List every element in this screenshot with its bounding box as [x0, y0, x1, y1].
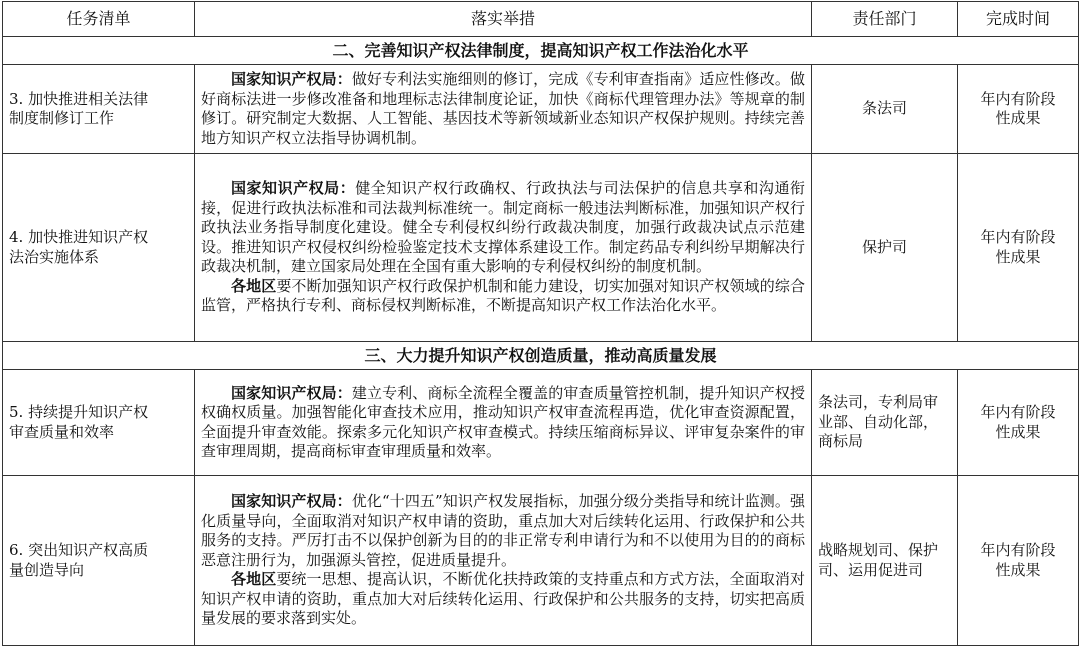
- measure-text: 要统一思想、提高认识，不断优化扶持政策的支持重点和方式方法，全面取消对知识产权申请的资助，重点加大对后续转化运用、行政保护和公共服务的支持，切实把高质量发展的要求落到实处。: [201, 570, 805, 628]
- responsible-lead: 各地区: [231, 276, 277, 295]
- header-row: [3, 2, 1079, 37]
- measure-paragraph: [201, 70, 805, 148]
- task-cell: 6. 突出知识产权高质 量创造导向: [3, 476, 195, 646]
- header-measures: 落实举措: [195, 2, 812, 37]
- task-cell: 4. 加快推进知识产权 法治实施体系: [3, 154, 195, 342]
- measure-text: 建立专利、商标全流程全覆盖的审查质量管控机制，提升知识产权授权确权质量。加强智能化审查技术应用，推动知识产权审查流程再造，优化审查资源配置，全面提升审查效能。探索多元化知识产权审查模式。持续压缩商标异议、评审复杂案件的审查审理周期，提高商标审查审理质量和效率。: [201, 383, 805, 460]
- measure-text: 做好专利法实施细则的修订，完成《专利审查指南》适应性修改。做好商标法进一步修改准备和地理标志法律制度论证，加快《商标代理管理办法》等规章的制修订。研究制定大数据、人工智能、基因技术等新领域新业态知识产权保护规则。持续完善地方知识产权立法指导协调机制。: [201, 70, 805, 147]
- dept-cell: 保护司: [812, 154, 958, 342]
- table-row: [3, 154, 1079, 342]
- measure-paragraph: [201, 570, 805, 629]
- measure-text: 优化“十四五”知识产权发展指标，加强分级分类指导和统计监测。强化质量导向，全面取消对知识产权申请的资助，重点加大对后续转化运用、行政保护和公共服务的支持。严厉打击不以保护创新为目的的非正常专利申请行为和不以使用为目的的商标恶意注册行为，加强源头管控，促进质量提升。: [201, 492, 805, 569]
- table-row: [3, 476, 1079, 646]
- measures-cell: [195, 370, 812, 476]
- responsible-lead: 国家知识产权局：: [231, 492, 352, 511]
- responsible-lead: 国家知识产权局：: [231, 383, 352, 402]
- measures-cell: [195, 476, 812, 646]
- header-task: 任务清单: [3, 2, 195, 37]
- section-heading: [3, 342, 1079, 370]
- responsible-lead: 各地区: [231, 570, 277, 589]
- table-row: [3, 370, 1079, 476]
- time-cell: 年内有阶段 性成果: [958, 476, 1079, 646]
- measure-paragraph: [201, 384, 805, 462]
- dept-cell: 条法司，专利局审 业部、自动化部， 商标局: [812, 370, 958, 476]
- measures-cell: [195, 65, 812, 154]
- task-cell: 3. 加快推进相关法律 制度制修订工作: [3, 65, 195, 154]
- responsible-lead: 国家知识产权局：: [231, 179, 356, 198]
- measure-paragraph: [201, 492, 805, 570]
- section-title: 三、大力提升知识产权创造质量，推动高质量发展: [3, 342, 1079, 370]
- table-row: [3, 65, 1079, 154]
- measure-text: 健全知识产权行政确权、行政执法与司法保护的信息共享和沟通衔接，促进行政执法标准和司法裁判标准统一。制定商标一般违法判断标准，加强知识产权行政执法业务指导制度化建设。健全专利侵权纠纷行政裁决制度，加强行政裁决试点示范建设。推进知识产权侵权纠纷检验鉴定技术支撑体系建设工作。制定药品专利纠纷早期解决行政裁决机制，建立国家局处理在全国有重大影响的专利侵权纠纷的制度机制。: [201, 179, 805, 276]
- task-cell: 5. 持续提升知识产权 审查质量和效率: [3, 370, 195, 476]
- measures-cell: [195, 154, 812, 342]
- dept-cell: 条法司: [812, 65, 958, 154]
- section-heading: [3, 37, 1079, 65]
- measure-text: 要不断加强知识产权行政保护机制和能力建设，切实加强对知识产权领域的综合监管，严格执行专利、商标侵权判断标准，不断提高知识产权工作法治化水平。: [201, 276, 805, 315]
- responsible-lead: 国家知识产权局：: [231, 70, 352, 88]
- time-cell: 年内有阶段 性成果: [958, 65, 1079, 154]
- dept-cell: 战略规划司、保护 司、运用促进司: [812, 476, 958, 646]
- measure-paragraph: [201, 277, 805, 316]
- time-cell: 年内有阶段 性成果: [958, 154, 1079, 342]
- section-title: 二、完善知识产权法律制度，提高知识产权工作法治化水平: [3, 37, 1079, 65]
- header-dept: 责任部门: [812, 2, 958, 37]
- time-cell: 年内有阶段 性成果: [958, 370, 1079, 476]
- measure-paragraph: [201, 179, 805, 277]
- header-time: 完成时间: [958, 2, 1079, 37]
- measures-table: [2, 1, 1079, 646]
